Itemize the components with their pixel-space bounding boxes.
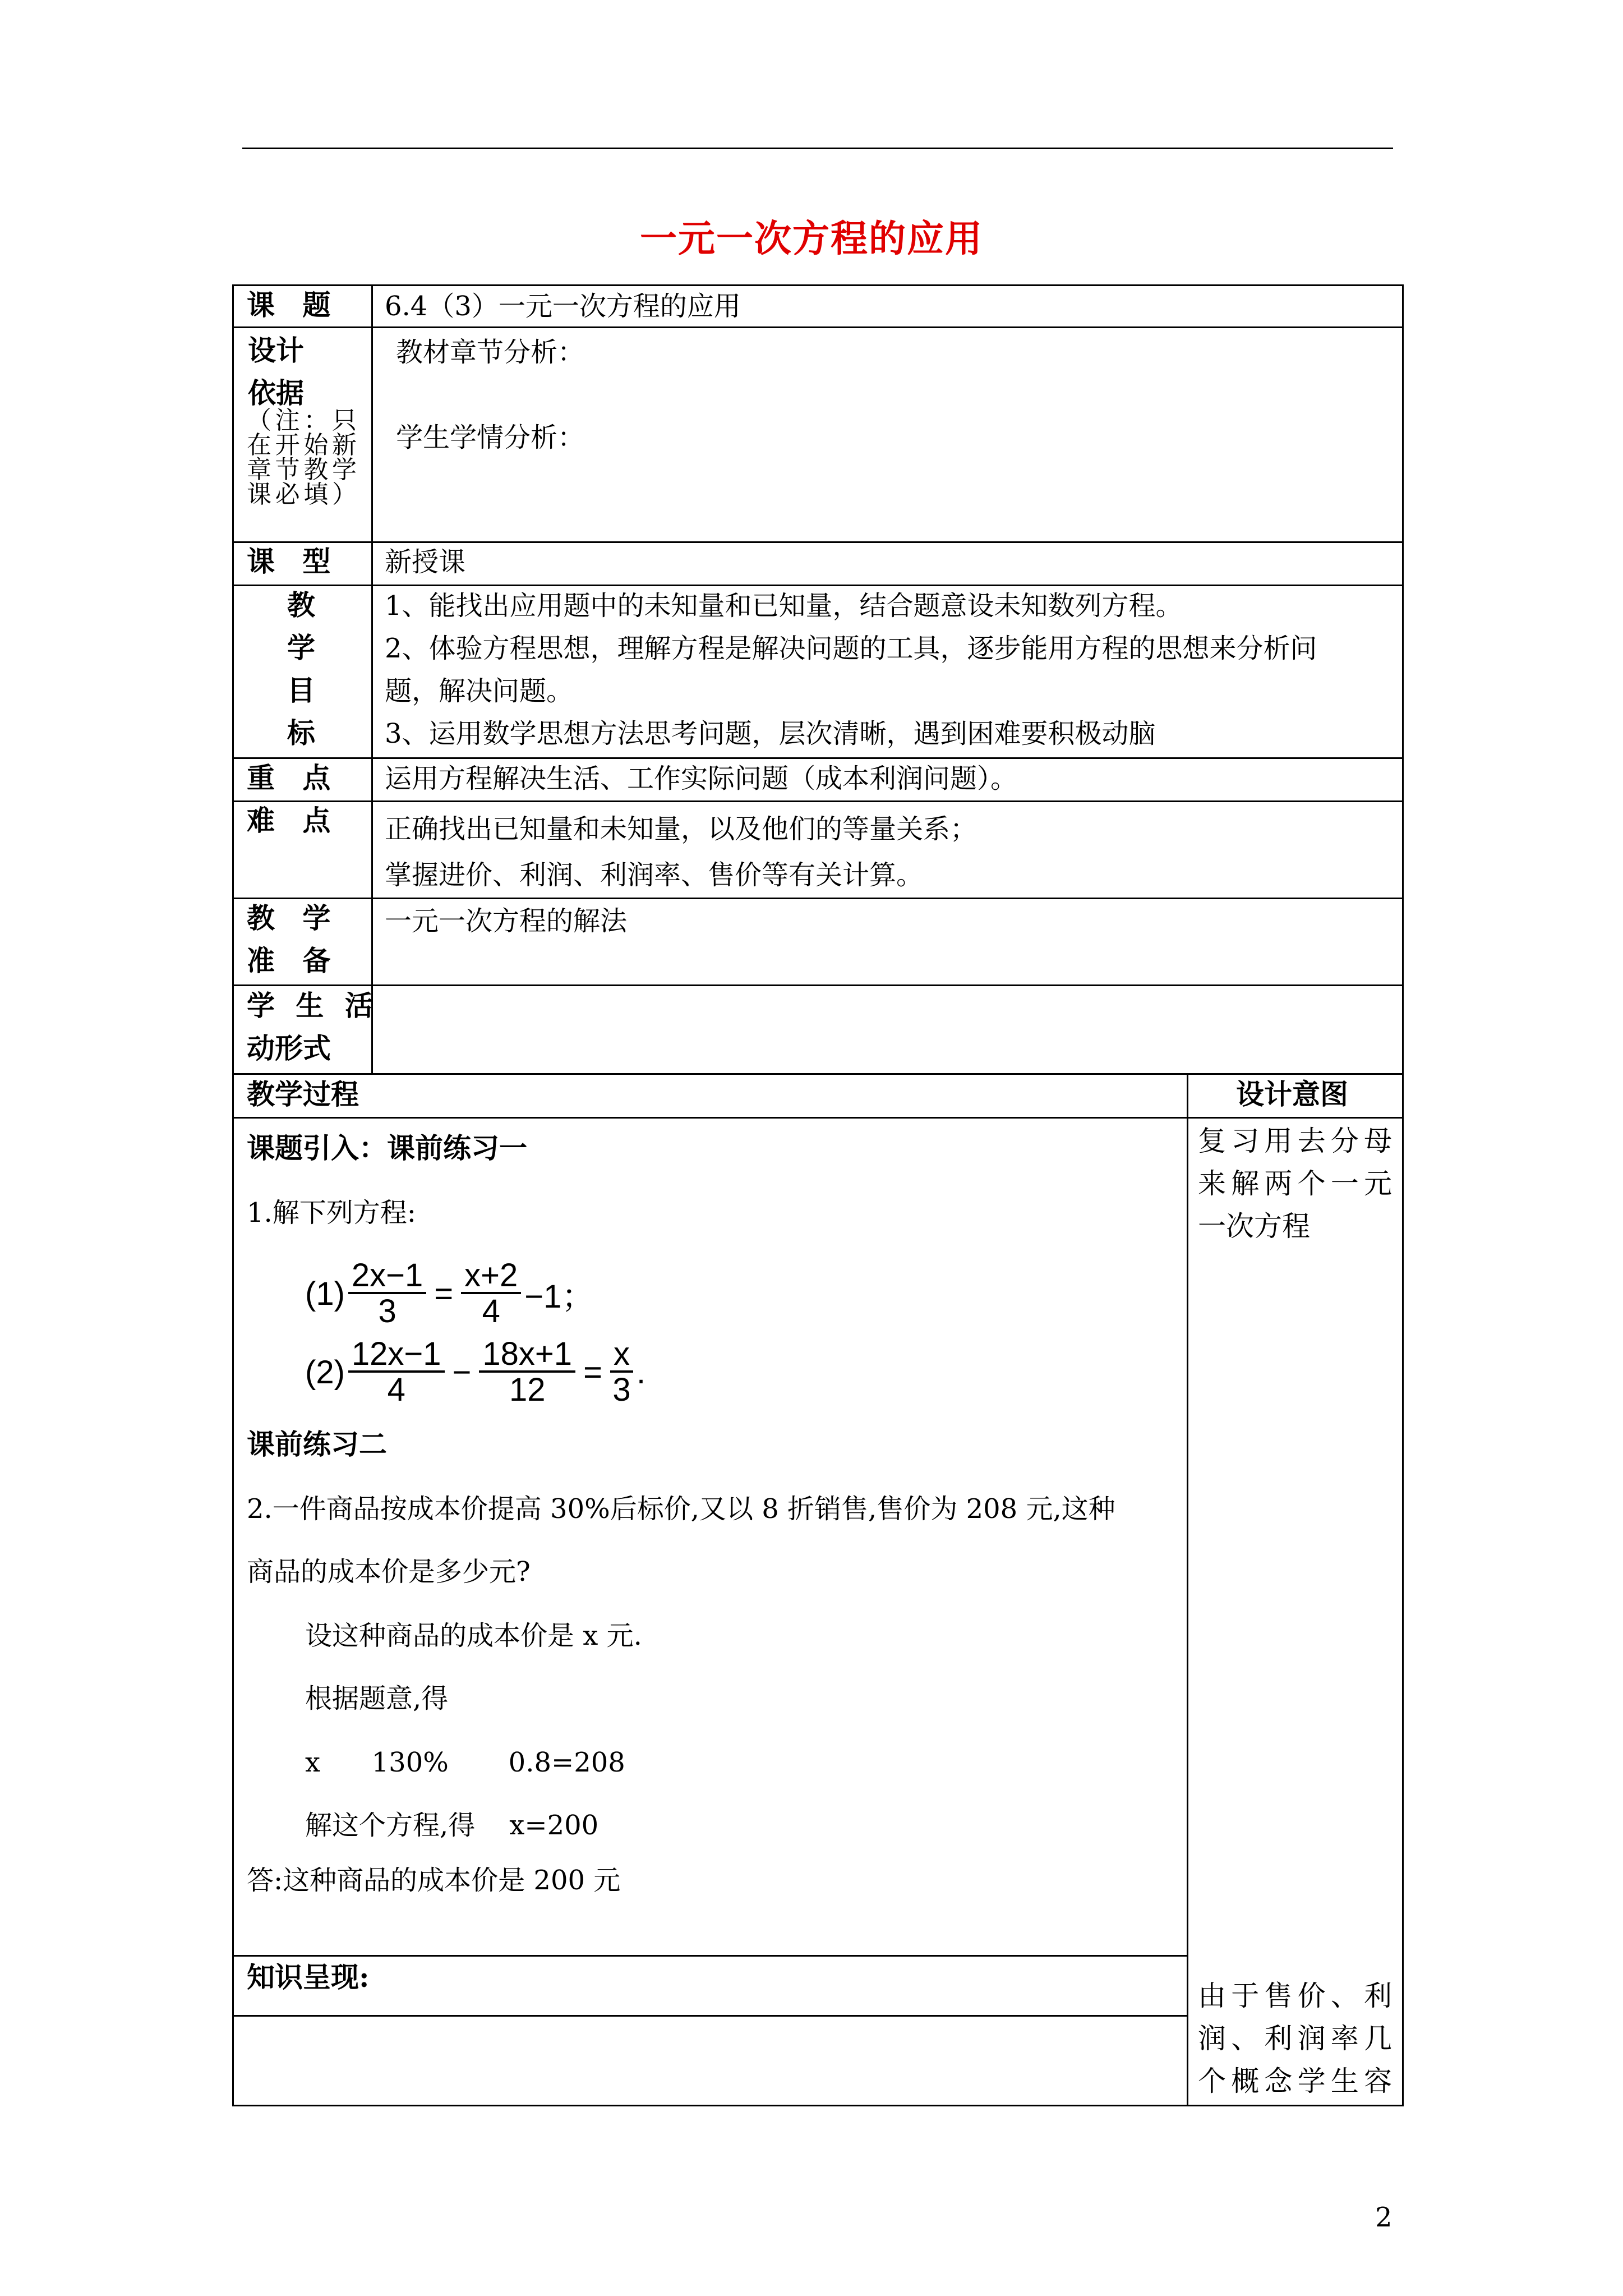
topic-label: 课 题 — [247, 288, 340, 321]
intro-heading: 课题引入：课前练习一 — [247, 1131, 527, 1165]
header-rule — [242, 148, 1393, 149]
denominator: 4 — [482, 1293, 500, 1329]
row-divider — [232, 326, 1404, 328]
equation-index: (1) — [305, 1275, 345, 1312]
numerator: 2x−1 — [348, 1259, 426, 1294]
numerator: x+2 — [461, 1259, 521, 1294]
table-border-left — [232, 284, 234, 2106]
preparation-value: 一元一次方程的解法 — [385, 905, 628, 937]
column-divider — [1187, 1073, 1188, 2106]
intent-note-2 — [1198, 1975, 1392, 2102]
row-divider — [232, 585, 1404, 586]
knowledge-heading: 知识呈现: — [247, 1961, 370, 1994]
intent-line: 润、利润率几 — [1198, 2022, 1392, 2055]
table-border-right — [1402, 284, 1404, 2106]
objectives-label-char: 标 — [287, 716, 315, 749]
table-border-bottom — [232, 2105, 1404, 2106]
difficulty-line: 掌握进价、利润、利润率、售价等有关计算。 — [385, 859, 924, 891]
equation-1 — [305, 1259, 594, 1328]
numerator: x — [610, 1338, 633, 1373]
activity-label-2: 动形式 — [247, 1032, 331, 1065]
objective-item: 3、运用数学思想方法思考问题，层次清晰，遇到困难要积极动脑 — [385, 718, 1156, 749]
numerator: 12x−1 — [348, 1338, 445, 1373]
objective-item: 1、能找出应用题中的未知量和已知量，结合题意设未知数列方程。 — [385, 590, 1183, 622]
operator: − — [452, 1354, 472, 1391]
operator: = — [583, 1354, 602, 1391]
intent-line: 由于售价、利 — [1198, 1980, 1392, 2012]
fraction — [348, 1338, 445, 1406]
difficulty-label: 难 点 — [247, 804, 340, 837]
row-divider — [232, 1117, 1404, 1119]
process-header: 教学过程 — [247, 1078, 359, 1111]
denominator: 3 — [378, 1293, 396, 1329]
fraction — [610, 1338, 633, 1406]
preparation-label-1: 教 学 — [247, 901, 340, 935]
fraction — [348, 1259, 426, 1328]
intent-line: 来解两个一元 — [1198, 1167, 1392, 1200]
solution-line: 解这个方程,得 x=200 — [305, 1810, 599, 1841]
denominator: 3 — [612, 1372, 631, 1408]
question-2-line-2: 商品的成本价是多少元? — [247, 1556, 531, 1588]
design-basis-note: （注：只在开始新章节教学课必填） — [247, 406, 357, 509]
row-divider — [232, 898, 1404, 899]
numerator: 18x+1 — [479, 1338, 575, 1373]
row-divider — [232, 984, 1404, 986]
fraction — [479, 1338, 575, 1406]
row-divider — [232, 1955, 1188, 1957]
denominator: 4 — [387, 1372, 405, 1408]
equation-index: (2) — [305, 1354, 345, 1391]
intent-line: 一次方程 — [1198, 1210, 1310, 1243]
row-divider — [232, 541, 1404, 543]
question-2-line-1: 2.一件商品按成本价提高 30%后标价,又以 8 折销售,售价为 208 元,这种 — [247, 1493, 1115, 1525]
row-divider — [232, 757, 1404, 759]
question-1: 1.解下列方程: — [247, 1197, 416, 1228]
objective-item: 2、体验方程思想，理解方程是解决问题的工具，逐步能用方程的思想来分析问 — [385, 633, 1317, 664]
row-divider — [232, 2015, 1188, 2017]
objective-item: 题，解决问题。 — [385, 675, 574, 707]
solution-line: 设这种商品的成本价是 x 元. — [305, 1620, 642, 1651]
lesson-type-label: 课 型 — [247, 545, 340, 578]
table-border-top — [232, 284, 1404, 286]
topic-value: 6.4（3）一元一次方程的应用 — [385, 291, 741, 322]
difficulty-line: 正确找出已知量和未知量，以及他们的等量关系； — [385, 813, 978, 845]
design-basis-label-1: 设计 — [248, 334, 304, 367]
intent-header: 设计意图 — [1236, 1078, 1348, 1111]
activity-label-1: 学 生 活 — [247, 989, 379, 1022]
intent-line: 复习用去分母 — [1198, 1125, 1392, 1157]
equation-tail: −1； — [524, 1278, 594, 1315]
equation-tail: . — [636, 1354, 646, 1391]
fraction — [461, 1259, 521, 1328]
equation-2 — [305, 1338, 645, 1406]
operator: = — [434, 1275, 454, 1312]
key-point-label: 重 点 — [247, 761, 340, 794]
document-title: 一元一次方程的应用 — [640, 217, 983, 260]
practice-2-heading: 课前练习二 — [247, 1428, 387, 1461]
lesson-type-value: 新授课 — [385, 546, 466, 578]
textbook-analysis: 教材章节分析： — [396, 337, 585, 368]
denominator: 12 — [509, 1372, 546, 1408]
objectives-label-char: 目 — [287, 674, 315, 707]
design-basis-label-2: 依据 — [248, 376, 304, 409]
student-analysis: 学生学情分析： — [396, 422, 585, 453]
row-divider — [232, 1073, 1404, 1075]
page-number: 2 — [1375, 2202, 1393, 2233]
solution-line: x 130% 0.8=208 — [305, 1747, 625, 1778]
intent-line: 个概念学生容 — [1198, 2065, 1392, 2097]
row-divider — [232, 800, 1404, 802]
column-divider — [371, 284, 373, 1073]
objectives-label-char: 学 — [287, 631, 315, 664]
intent-note-1 — [1198, 1120, 1392, 1248]
objectives-label-char: 教 — [287, 588, 315, 622]
answer: 答:这种商品的成本价是 200 元 — [247, 1865, 621, 1896]
solution-line: 根据题意,得 — [305, 1683, 449, 1714]
preparation-label-2: 准 备 — [247, 944, 340, 977]
key-point-value: 运用方程解决生活、工作实际问题（成本利润问题）。 — [385, 763, 1018, 794]
